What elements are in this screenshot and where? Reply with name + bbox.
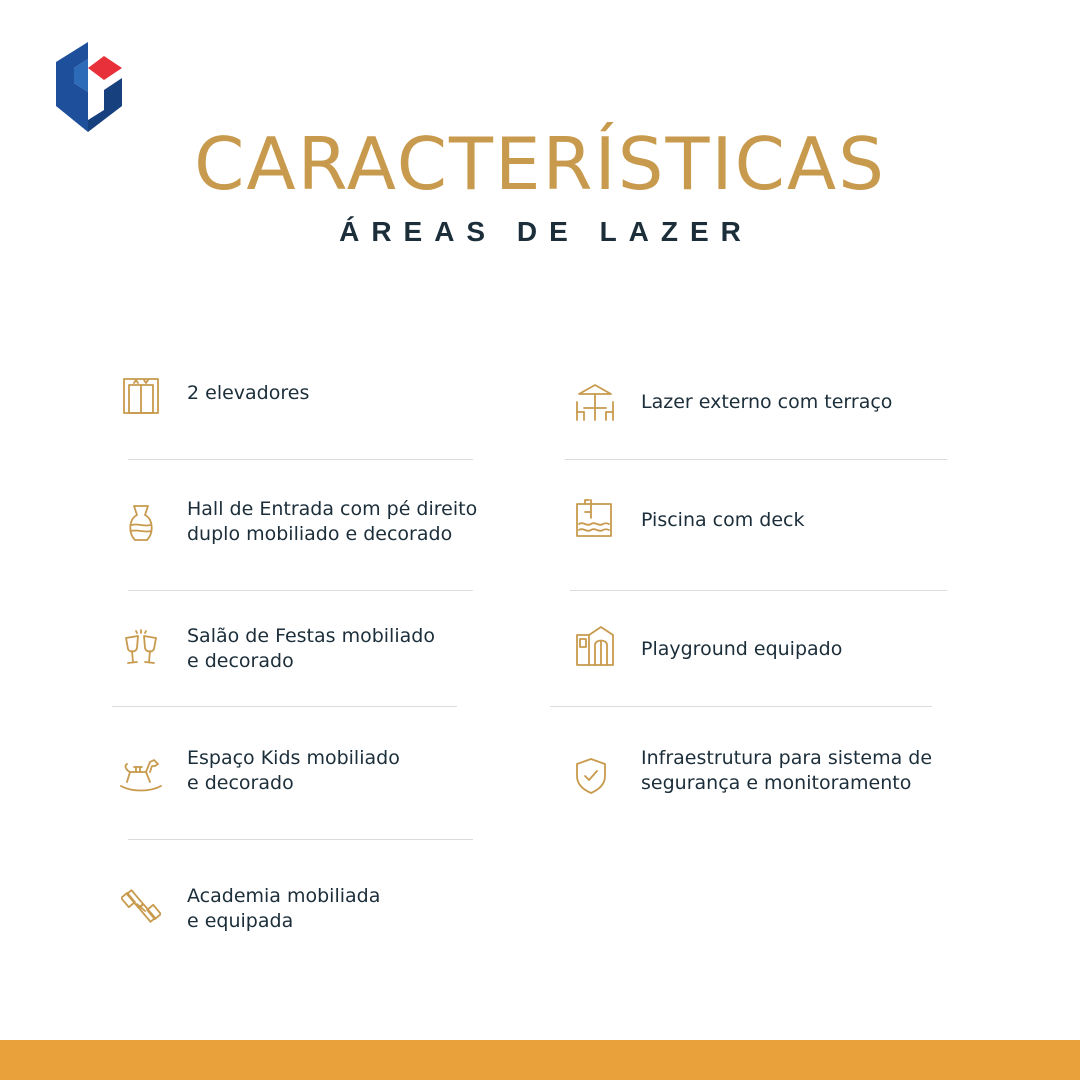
feature-label: Piscina com deck <box>641 509 805 531</box>
brand-logo <box>54 40 124 134</box>
feature-label: 2 elevadores <box>187 382 310 404</box>
feature-label: Salão de Festas mobiliado e decorado <box>187 625 435 672</box>
divider <box>550 706 932 707</box>
feature-label: Infraestrutura para sistema de segurança e monitoramento <box>641 747 933 794</box>
bottom-accent-bar <box>0 1040 1080 1080</box>
toast-glasses-icon <box>121 628 161 668</box>
feature-label: Espaço Kids mobiliado e decorado <box>187 747 400 794</box>
shield-check-icon <box>575 756 615 796</box>
feature-label: Playground equipado <box>641 638 843 660</box>
pool-icon <box>575 498 615 538</box>
playground-icon <box>575 625 615 665</box>
divider <box>128 590 473 591</box>
dumbbell-icon <box>121 886 161 926</box>
feature-label: Academia mobiliada e equipada <box>187 885 381 932</box>
divider <box>112 706 457 707</box>
divider <box>128 839 473 840</box>
terrace-table-icon <box>575 382 615 422</box>
vase-icon <box>121 503 161 543</box>
divider <box>128 459 473 460</box>
page-subtitle: ÁREAS DE LAZER <box>339 216 753 247</box>
feature-label: Hall de Entrada com pé direito duplo mobiliado e decorado <box>187 498 478 545</box>
divider <box>565 459 947 460</box>
divider <box>570 590 947 591</box>
feature-label: Lazer externo com terraço <box>641 391 893 413</box>
elevator-icon <box>121 377 161 417</box>
rocking-horse-icon <box>118 752 164 792</box>
page-title: CARACTERÍSTICAS <box>194 122 886 206</box>
